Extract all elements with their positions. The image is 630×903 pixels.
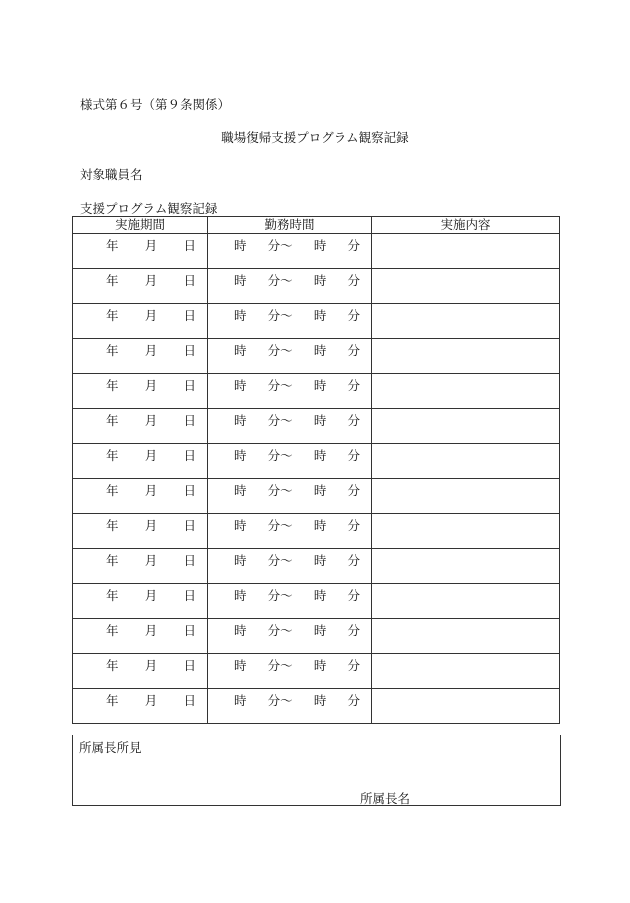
end-hour-unit: 時 [313,273,327,288]
day-unit: 日 [183,658,196,673]
table-row [73,654,560,689]
end-minute-unit: 分 [347,553,360,568]
table-row [73,584,560,619]
month-unit: 月 [144,238,158,253]
end-minute-unit: 分 [347,343,360,358]
work-hours-cell[interactable] [208,619,372,654]
content-cell[interactable] [372,409,560,444]
date-cell[interactable] [73,234,208,269]
end-hour-unit: 時 [313,448,327,463]
day-unit: 日 [183,448,196,463]
date-cell[interactable] [73,619,208,654]
month-unit: 月 [144,273,158,288]
start-minute-unit: 分〜 [267,378,293,393]
start-hour-unit: 時 [234,518,247,533]
work-hours-cell[interactable] [208,304,372,339]
date-cell[interactable] [73,269,208,304]
month-unit: 月 [144,623,158,638]
year-unit: 年 [106,658,119,673]
start-minute-unit: 分〜 [267,623,293,638]
table-row [73,409,560,444]
year-unit: 年 [106,448,119,463]
table-row [73,304,560,339]
work-hours-cell[interactable] [208,654,372,689]
year-unit: 年 [106,693,119,708]
day-unit: 日 [183,483,196,498]
work-hours-cell[interactable] [208,584,372,619]
work-hours-cell[interactable] [208,689,372,724]
content-cell[interactable] [372,479,560,514]
table-row [73,444,560,479]
year-unit: 年 [106,413,119,428]
end-minute-unit: 分 [347,693,360,708]
content-cell[interactable] [372,444,560,479]
day-unit: 日 [183,238,196,253]
content-cell[interactable] [372,619,560,654]
start-hour-unit: 時 [234,308,247,323]
start-hour-unit: 時 [234,343,247,358]
end-hour-unit: 時 [313,518,327,533]
content-cell[interactable] [372,584,560,619]
start-minute-unit: 分〜 [267,343,293,358]
start-minute-unit: 分〜 [267,693,293,708]
day-unit: 日 [183,343,196,358]
work-hours-cell[interactable] [208,234,372,269]
year-unit: 年 [106,273,119,288]
end-hour-unit: 時 [313,343,327,358]
start-hour-unit: 時 [234,483,247,498]
table-row [73,374,560,409]
end-minute-unit: 分 [347,588,360,603]
day-unit: 日 [183,273,196,288]
day-unit: 日 [183,623,196,638]
year-unit: 年 [106,518,119,533]
day-unit: 日 [183,308,196,323]
start-minute-unit: 分〜 [267,588,293,603]
date-cell[interactable] [73,409,208,444]
table-row [73,549,560,584]
end-minute-unit: 分 [347,238,360,253]
date-cell[interactable] [73,584,208,619]
year-unit: 年 [106,588,119,603]
content-cell[interactable] [372,339,560,374]
end-hour-unit: 時 [313,588,327,603]
end-minute-unit: 分 [347,378,360,393]
document-title: 職場復帰支援プログラム観察記録 [221,130,409,145]
end-hour-unit: 時 [313,693,327,708]
start-hour-unit: 時 [234,658,247,673]
header-content: 実施内容 [372,217,560,234]
header-period: 実施期間 [73,217,208,234]
table-row [73,479,560,514]
day-unit: 日 [183,553,196,568]
end-minute-unit: 分 [347,413,360,428]
year-unit: 年 [106,308,119,323]
end-hour-unit: 時 [313,308,327,323]
month-unit: 月 [144,553,158,568]
start-minute-unit: 分〜 [267,308,293,323]
content-cell[interactable] [372,514,560,549]
content-cell[interactable] [372,374,560,409]
table-row [73,619,560,654]
work-hours-cell[interactable] [208,444,372,479]
date-cell[interactable] [73,689,208,724]
work-hours-cell[interactable] [208,269,372,304]
month-unit: 月 [144,343,158,358]
start-minute-unit: 分〜 [267,518,293,533]
month-unit: 月 [144,693,158,708]
start-minute-unit: 分〜 [267,448,293,463]
date-cell[interactable] [73,339,208,374]
end-minute-unit: 分 [347,623,360,638]
end-hour-unit: 時 [313,238,327,253]
end-hour-unit: 時 [313,378,327,393]
work-hours-cell[interactable] [208,479,372,514]
start-minute-unit: 分〜 [267,483,293,498]
start-hour-unit: 時 [234,273,247,288]
table-body [73,234,560,724]
work-hours-cell[interactable] [208,549,372,584]
content-cell[interactable] [372,304,560,339]
form-number: 様式第６号（第９条関係） [80,97,231,112]
year-unit: 年 [106,378,119,393]
day-unit: 日 [183,378,196,393]
date-cell[interactable] [73,549,208,584]
director-opinion-label: 所属長所見 [79,740,142,755]
year-unit: 年 [106,343,119,358]
end-minute-unit: 分 [347,448,360,463]
work-hours-cell[interactable] [208,409,372,444]
date-cell[interactable] [73,654,208,689]
end-hour-unit: 時 [313,553,327,568]
work-hours-cell[interactable] [208,514,372,549]
date-cell[interactable] [73,479,208,514]
section-label: 支援プログラム観察記録 [80,201,218,216]
year-unit: 年 [106,553,119,568]
table-row [73,689,560,724]
start-minute-unit: 分〜 [267,658,293,673]
month-unit: 月 [144,518,158,533]
month-unit: 月 [144,483,158,498]
date-cell[interactable] [73,444,208,479]
content-cell[interactable] [372,234,560,269]
header-work-hours: 勤務時間 [208,217,372,234]
start-minute-unit: 分〜 [267,553,293,568]
work-hours-cell[interactable] [208,374,372,409]
content-cell[interactable] [372,654,560,689]
start-hour-unit: 時 [234,448,247,463]
content-cell[interactable] [372,689,560,724]
year-unit: 年 [106,483,119,498]
end-minute-unit: 分 [347,518,360,533]
end-minute-unit: 分 [347,658,360,673]
start-minute-unit: 分〜 [267,273,293,288]
start-hour-unit: 時 [234,693,247,708]
year-unit: 年 [106,238,119,253]
director-name-label: 所属長名 [360,791,411,806]
day-unit: 日 [183,588,196,603]
start-minute-unit: 分〜 [267,413,293,428]
year-unit: 年 [106,623,119,638]
start-hour-unit: 時 [234,378,247,393]
start-hour-unit: 時 [234,623,247,638]
day-unit: 日 [183,518,196,533]
month-unit: 月 [144,413,158,428]
start-hour-unit: 時 [234,238,247,253]
start-hour-unit: 時 [234,553,247,568]
date-cell[interactable] [73,304,208,339]
end-hour-unit: 時 [313,623,327,638]
month-unit: 月 [144,658,158,673]
date-cell[interactable] [73,514,208,549]
month-unit: 月 [144,308,158,323]
end-minute-unit: 分 [347,308,360,323]
start-hour-unit: 時 [234,588,247,603]
date-cell[interactable] [73,374,208,409]
employee-name-label: 対象職員名 [80,167,143,182]
start-minute-unit: 分〜 [267,238,293,253]
end-hour-unit: 時 [313,483,327,498]
end-hour-unit: 時 [313,658,327,673]
table-row [73,269,560,304]
director-opinion-box [72,735,561,806]
month-unit: 月 [144,588,158,603]
observation-record-table [72,216,560,724]
end-hour-unit: 時 [313,413,327,428]
table-row [73,234,560,269]
content-cell[interactable] [372,269,560,304]
work-hours-cell[interactable] [208,339,372,374]
table-row [73,339,560,374]
day-unit: 日 [183,413,196,428]
month-unit: 月 [144,378,158,393]
table-row [73,514,560,549]
start-hour-unit: 時 [234,413,247,428]
table-header-row [73,217,560,234]
content-cell[interactable] [372,549,560,584]
day-unit: 日 [183,693,196,708]
month-unit: 月 [144,448,158,463]
end-minute-unit: 分 [347,483,360,498]
end-minute-unit: 分 [347,273,360,288]
